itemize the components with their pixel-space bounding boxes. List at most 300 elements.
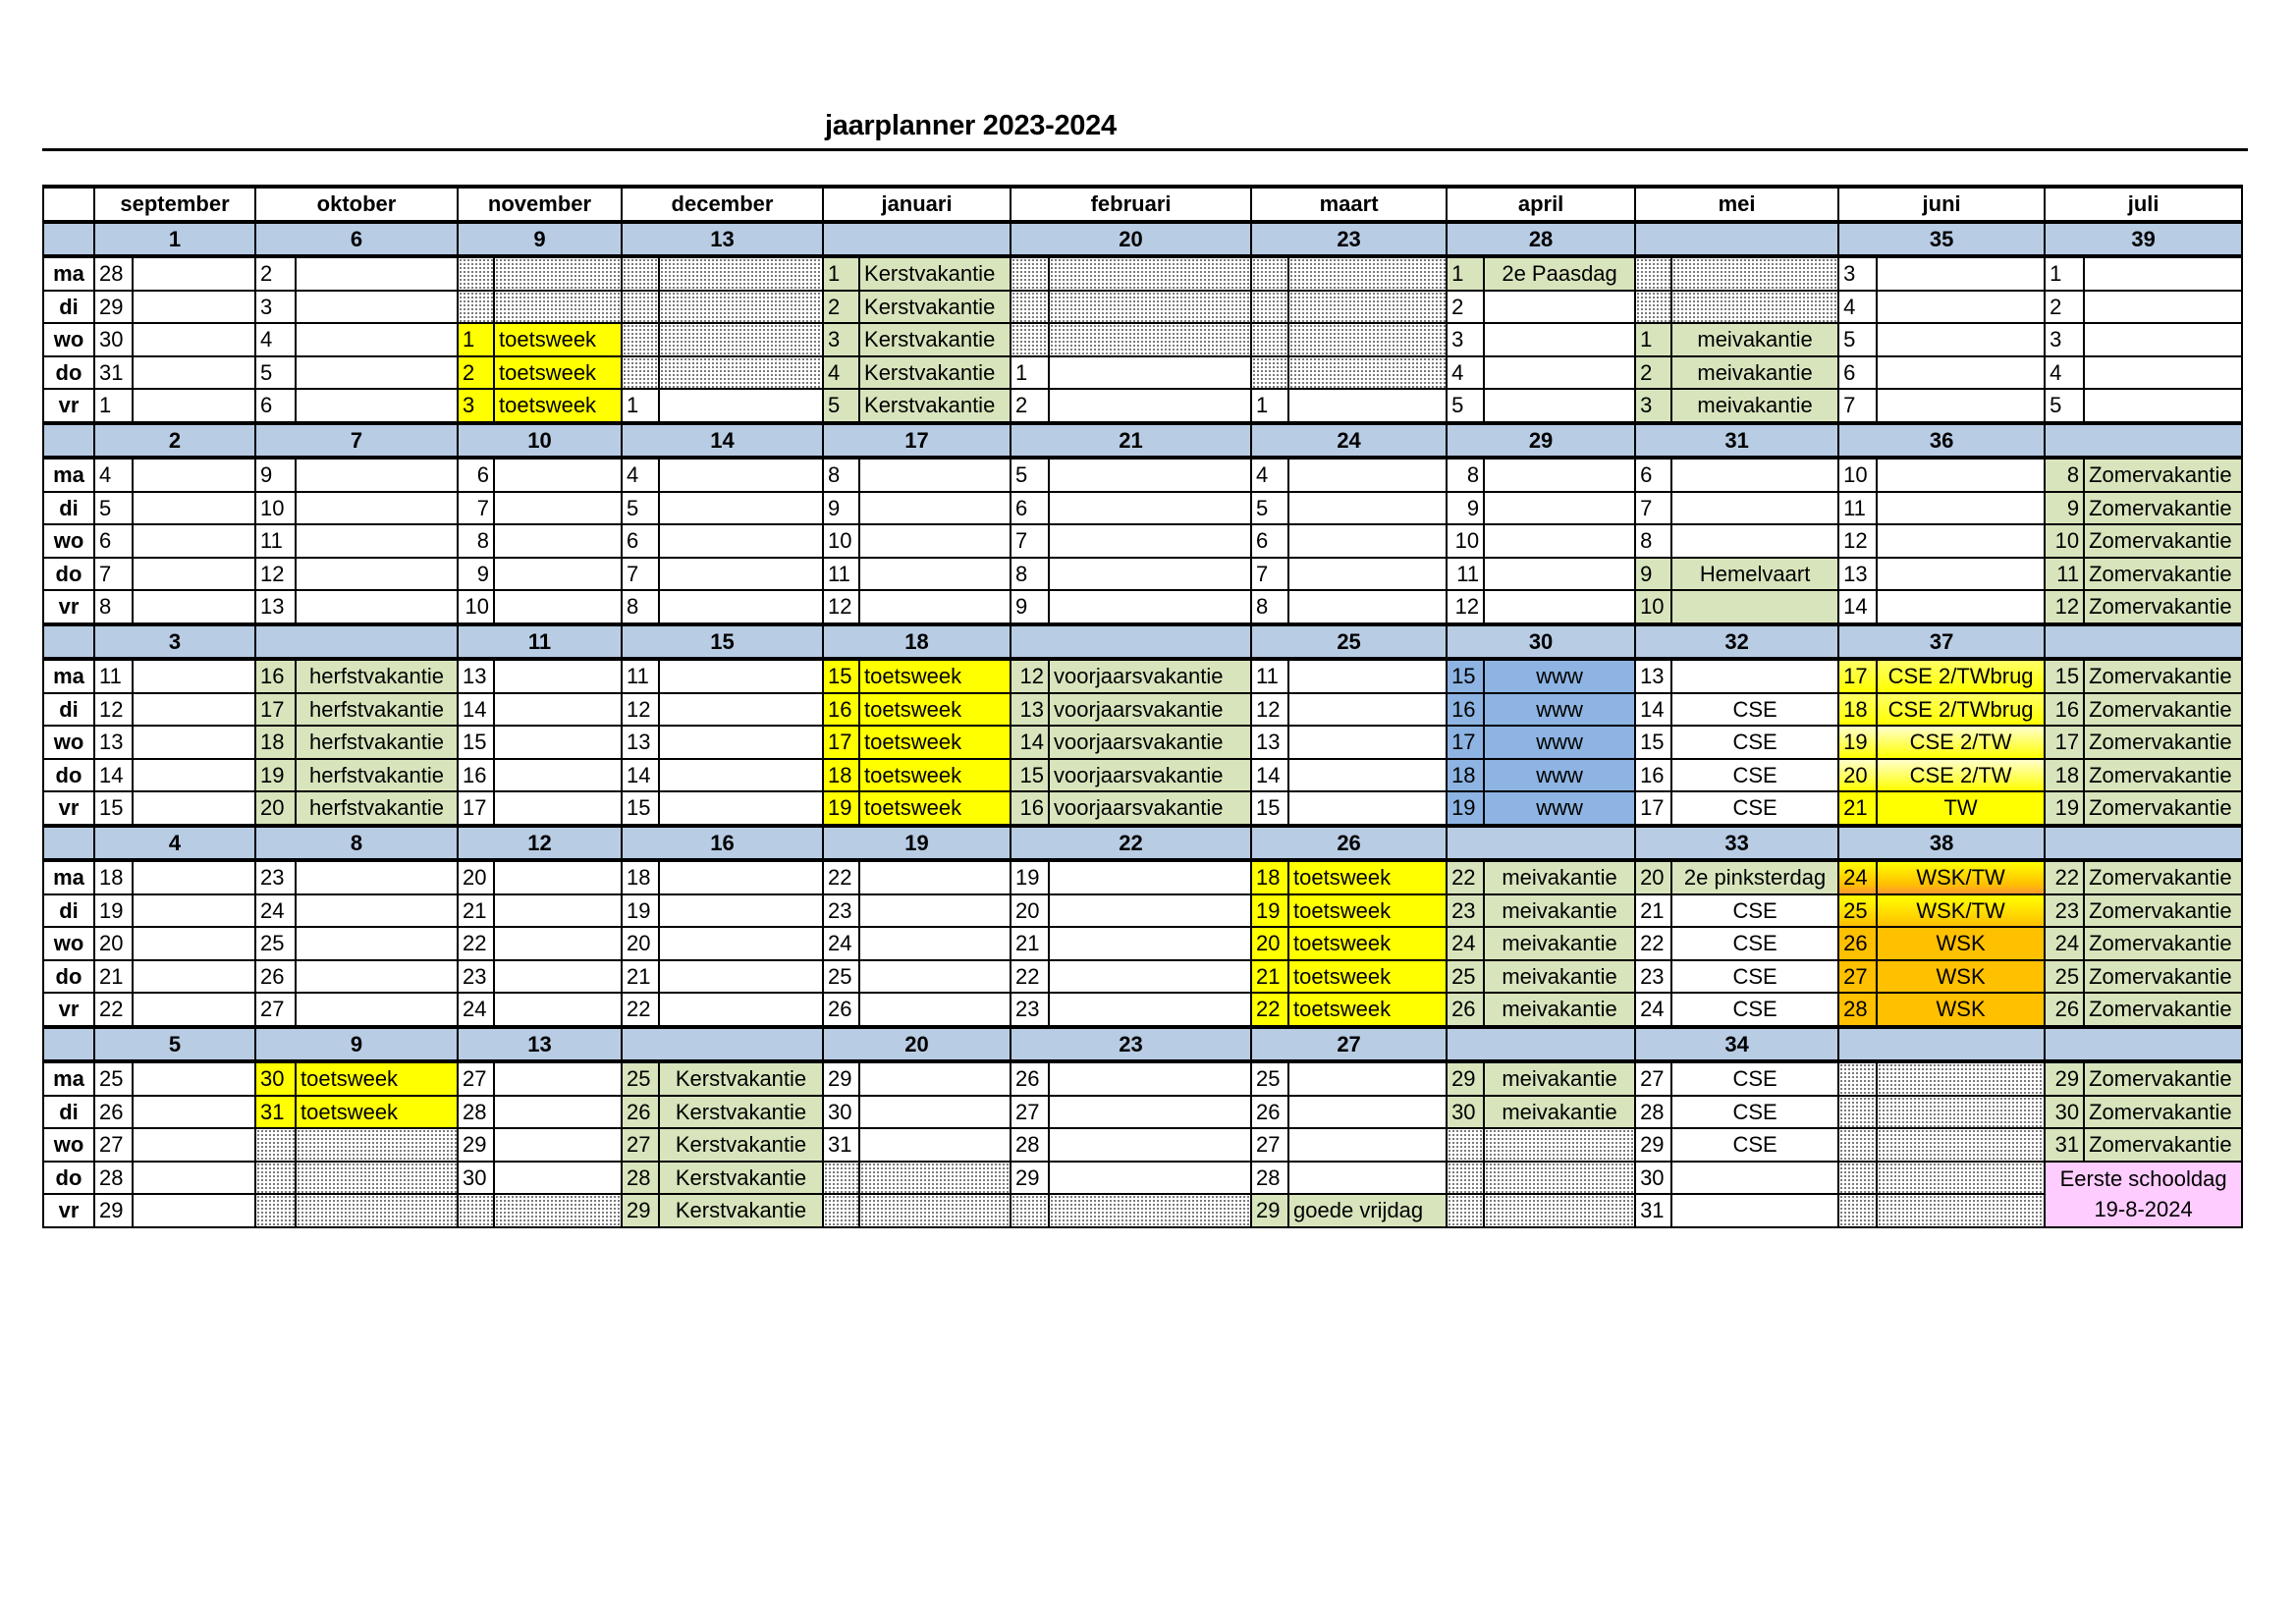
date-number: 5 bbox=[1838, 323, 1877, 356]
empty-note-cell bbox=[1877, 558, 2045, 591]
date-number: 15 bbox=[2045, 659, 2084, 693]
date-number: 6 bbox=[458, 458, 494, 492]
date-number: 22 bbox=[1447, 860, 1484, 894]
day-name-vr: vr bbox=[43, 791, 94, 826]
date-number: 12 bbox=[823, 590, 859, 624]
date-number: 27 bbox=[255, 993, 296, 1027]
non-date-cell bbox=[494, 291, 622, 324]
date-number: 9 bbox=[1447, 492, 1484, 525]
date-number bbox=[1251, 291, 1288, 324]
empty-note-cell bbox=[494, 1061, 622, 1096]
date-number bbox=[1838, 1096, 1877, 1129]
date-number: 24 bbox=[1635, 993, 1671, 1027]
week-number bbox=[1635, 222, 1838, 257]
date-number: 25 bbox=[1838, 894, 1877, 928]
day-row bbox=[43, 458, 2242, 492]
empty-note-cell bbox=[133, 492, 255, 525]
empty-note-cell bbox=[1288, 590, 1447, 624]
date-number: 4 bbox=[1838, 291, 1877, 324]
date-number bbox=[1635, 256, 1671, 291]
date-number: 1 bbox=[458, 323, 494, 356]
event-label: WSK bbox=[1877, 927, 2045, 960]
empty-note-cell bbox=[659, 927, 823, 960]
title-divider bbox=[42, 148, 2248, 151]
date-number bbox=[458, 291, 494, 324]
month-header-februari: februari bbox=[1011, 187, 1251, 222]
event-label: TW bbox=[1877, 791, 2045, 826]
week-number-row bbox=[43, 222, 2242, 257]
date-number: 10 bbox=[255, 492, 296, 525]
date-number: 9 bbox=[1011, 590, 1049, 624]
empty-note-cell bbox=[1049, 590, 1251, 624]
event-label: Kerstvakantie bbox=[859, 323, 1011, 356]
empty-note-cell bbox=[659, 389, 823, 423]
date-number bbox=[1011, 323, 1049, 356]
non-date-cell bbox=[1288, 291, 1447, 324]
week-number: 6 bbox=[255, 222, 458, 257]
non-date-cell bbox=[659, 291, 823, 324]
date-number: 15 bbox=[1447, 659, 1484, 693]
date-number: 27 bbox=[458, 1061, 494, 1096]
week-number: 23 bbox=[1011, 1027, 1251, 1062]
date-number: 20 bbox=[94, 927, 133, 960]
empty-note-cell bbox=[133, 993, 255, 1027]
date-number: 18 bbox=[823, 759, 859, 792]
day-row bbox=[43, 1128, 2242, 1162]
event-label: CSE 2/TW bbox=[1877, 726, 2045, 759]
page-title: jaarplanner 2023-2024 bbox=[825, 110, 1117, 141]
date-number: 14 bbox=[622, 759, 659, 792]
date-number: 5 bbox=[1011, 458, 1049, 492]
event-label: CSE bbox=[1671, 960, 1838, 994]
date-number: 27 bbox=[1838, 960, 1877, 994]
event-label: meivakantie bbox=[1671, 356, 1838, 390]
date-number: 19 bbox=[2045, 791, 2084, 826]
empty-note-cell bbox=[133, 894, 255, 928]
event-label: CSE bbox=[1671, 693, 1838, 727]
date-number: 19 bbox=[622, 894, 659, 928]
event-label: 2e pinksterdag bbox=[1671, 860, 1838, 894]
empty-note-cell bbox=[1671, 659, 1838, 693]
event-label: meivakantie bbox=[1484, 860, 1635, 894]
empty-note-cell bbox=[859, 860, 1011, 894]
date-number: 13 bbox=[1635, 659, 1671, 693]
day-row bbox=[43, 726, 2242, 759]
event-label: Kerstvakantie bbox=[659, 1061, 823, 1096]
non-date-cell bbox=[1877, 1128, 2045, 1162]
non-date-cell bbox=[1484, 1194, 1635, 1227]
empty-note-cell bbox=[1484, 492, 1635, 525]
event-label: toetsweek bbox=[859, 659, 1011, 693]
date-number: 5 bbox=[94, 492, 133, 525]
month-header-september: september bbox=[94, 187, 255, 222]
date-number: 7 bbox=[1011, 524, 1049, 558]
date-number: 23 bbox=[1011, 993, 1049, 1027]
date-number: 3 bbox=[458, 389, 494, 423]
empty-note-cell bbox=[1049, 1128, 1251, 1162]
date-number: 8 bbox=[1011, 558, 1049, 591]
date-number: 21 bbox=[94, 960, 133, 994]
date-number: 20 bbox=[1635, 860, 1671, 894]
date-number: 8 bbox=[622, 590, 659, 624]
date-number: 14 bbox=[94, 759, 133, 792]
event-label: Zomervakantie bbox=[2084, 590, 2242, 624]
non-date-cell bbox=[1288, 256, 1447, 291]
empty-note-cell bbox=[2084, 389, 2242, 423]
date-number: 6 bbox=[622, 524, 659, 558]
date-number: 20 bbox=[458, 860, 494, 894]
empty-note-cell bbox=[1484, 524, 1635, 558]
date-number: 16 bbox=[823, 693, 859, 727]
date-number: 3 bbox=[255, 291, 296, 324]
non-date-cell bbox=[859, 1162, 1011, 1195]
date-number: 15 bbox=[1251, 791, 1288, 826]
week-number: 19 bbox=[823, 826, 1011, 861]
day-row bbox=[43, 524, 2242, 558]
event-label: herfstvakantie bbox=[296, 693, 458, 727]
empty-note-cell bbox=[1877, 323, 2045, 356]
empty-note-cell bbox=[494, 894, 622, 928]
date-number bbox=[1838, 1194, 1877, 1227]
event-label: meivakantie bbox=[1484, 960, 1635, 994]
date-number: 3 bbox=[1447, 323, 1484, 356]
date-number: 26 bbox=[1251, 1096, 1288, 1129]
empty-note-cell bbox=[859, 590, 1011, 624]
week-number: 8 bbox=[255, 826, 458, 861]
empty-note-cell bbox=[296, 590, 458, 624]
empty-note-cell bbox=[133, 860, 255, 894]
date-number: 26 bbox=[1838, 927, 1877, 960]
event-label: meivakantie bbox=[1671, 389, 1838, 423]
week-number: 21 bbox=[1011, 423, 1251, 459]
non-date-cell bbox=[1049, 256, 1251, 291]
date-number: 8 bbox=[94, 590, 133, 624]
date-number: 31 bbox=[255, 1096, 296, 1129]
event-label: meivakantie bbox=[1484, 1061, 1635, 1096]
empty-note-cell bbox=[494, 759, 622, 792]
date-number: 28 bbox=[1011, 1128, 1049, 1162]
empty-note-cell bbox=[494, 492, 622, 525]
day-row bbox=[43, 1061, 2242, 1096]
week-number: 25 bbox=[1251, 624, 1447, 660]
empty-note-cell bbox=[1288, 458, 1447, 492]
date-number: 14 bbox=[1838, 590, 1877, 624]
non-date-cell bbox=[1049, 291, 1251, 324]
event-label: toetsweek bbox=[859, 791, 1011, 826]
month-header-januari: januari bbox=[823, 187, 1011, 222]
date-number: 2 bbox=[2045, 291, 2084, 324]
event-label: voorjaarsvakantie bbox=[1049, 693, 1251, 727]
date-number: 5 bbox=[1251, 492, 1288, 525]
empty-note-cell bbox=[494, 693, 622, 727]
date-number: 5 bbox=[2045, 389, 2084, 423]
empty-note-cell bbox=[859, 558, 1011, 591]
date-number: 27 bbox=[94, 1128, 133, 1162]
empty-note-cell bbox=[1877, 590, 2045, 624]
event-label: CSE bbox=[1671, 791, 1838, 826]
empty-note-cell bbox=[659, 492, 823, 525]
date-number: 10 bbox=[1447, 524, 1484, 558]
empty-note-cell bbox=[659, 791, 823, 826]
event-label: www bbox=[1484, 659, 1635, 693]
empty-note-cell bbox=[296, 993, 458, 1027]
non-date-cell bbox=[1671, 291, 1838, 324]
day-row bbox=[43, 1162, 2242, 1195]
event-label: CSE bbox=[1671, 1061, 1838, 1096]
date-number: 8 bbox=[458, 524, 494, 558]
empty-note-cell bbox=[1288, 791, 1447, 826]
event-label: herfstvakantie bbox=[296, 659, 458, 693]
date-number bbox=[1447, 1194, 1484, 1227]
empty-note-cell bbox=[1288, 1162, 1447, 1195]
day-name-di: di bbox=[43, 1096, 94, 1129]
empty-note-cell bbox=[2084, 291, 2242, 324]
date-number: 28 bbox=[94, 256, 133, 291]
empty-note-cell bbox=[296, 927, 458, 960]
non-date-cell bbox=[296, 1194, 458, 1227]
empty-note-cell bbox=[1484, 558, 1635, 591]
empty-note-cell bbox=[494, 960, 622, 994]
date-number: 1 bbox=[1011, 356, 1049, 390]
week-row-corner bbox=[43, 826, 94, 861]
day-name-ma: ma bbox=[43, 659, 94, 693]
empty-note-cell bbox=[133, 759, 255, 792]
date-number: 25 bbox=[622, 1061, 659, 1096]
empty-note-cell bbox=[1049, 927, 1251, 960]
event-label: Zomervakantie bbox=[2084, 1128, 2242, 1162]
date-number bbox=[255, 1194, 296, 1227]
empty-note-cell bbox=[296, 291, 458, 324]
date-number: 1 bbox=[1251, 389, 1288, 423]
empty-note-cell bbox=[133, 1194, 255, 1227]
week-number: 22 bbox=[1011, 826, 1251, 861]
date-number: 20 bbox=[1838, 759, 1877, 792]
date-number: 31 bbox=[2045, 1128, 2084, 1162]
day-name-ma: ma bbox=[43, 256, 94, 291]
week-number bbox=[622, 1027, 823, 1062]
empty-note-cell bbox=[859, 1061, 1011, 1096]
date-number: 11 bbox=[2045, 558, 2084, 591]
event-label: Kerstvakantie bbox=[859, 291, 1011, 324]
date-number bbox=[622, 291, 659, 324]
date-number: 10 bbox=[1838, 458, 1877, 492]
event-label: voorjaarsvakantie bbox=[1049, 726, 1251, 759]
year-planner-table bbox=[42, 185, 2243, 1228]
date-number: 20 bbox=[1251, 927, 1288, 960]
date-number: 4 bbox=[2045, 356, 2084, 390]
date-number: 5 bbox=[622, 492, 659, 525]
empty-note-cell bbox=[133, 291, 255, 324]
empty-note-cell bbox=[494, 993, 622, 1027]
event-label: 2e Paasdag bbox=[1484, 256, 1635, 291]
date-number: 12 bbox=[255, 558, 296, 591]
date-number: 18 bbox=[1838, 693, 1877, 727]
empty-note-cell bbox=[494, 791, 622, 826]
date-number: 29 bbox=[1447, 1061, 1484, 1096]
date-number bbox=[622, 356, 659, 390]
date-number: 3 bbox=[823, 323, 859, 356]
empty-note-cell bbox=[659, 693, 823, 727]
week-number: 35 bbox=[1838, 222, 2045, 257]
month-header-december: december bbox=[622, 187, 823, 222]
date-number: 2 bbox=[823, 291, 859, 324]
week-number: 18 bbox=[823, 624, 1011, 660]
day-row bbox=[43, 927, 2242, 960]
date-number: 6 bbox=[1011, 492, 1049, 525]
event-label: WSK/TW bbox=[1877, 860, 2045, 894]
date-number: 21 bbox=[458, 894, 494, 928]
empty-note-cell bbox=[659, 759, 823, 792]
week-number: 33 bbox=[1635, 826, 1838, 861]
non-date-cell bbox=[296, 1162, 458, 1195]
event-label: www bbox=[1484, 726, 1635, 759]
week-number bbox=[1447, 826, 1635, 861]
date-number: 26 bbox=[823, 993, 859, 1027]
day-row bbox=[43, 960, 2242, 994]
date-number: 19 bbox=[1838, 726, 1877, 759]
event-label: voorjaarsvakantie bbox=[1049, 791, 1251, 826]
date-number: 28 bbox=[1635, 1096, 1671, 1129]
empty-note-cell bbox=[2084, 356, 2242, 390]
date-number: 14 bbox=[1635, 693, 1671, 727]
event-label: Kerstvakantie bbox=[659, 1096, 823, 1129]
month-header-juli: juli bbox=[2045, 187, 2242, 222]
date-number: 16 bbox=[458, 759, 494, 792]
day-name-ma: ma bbox=[43, 458, 94, 492]
non-date-cell bbox=[1484, 1128, 1635, 1162]
date-number: 14 bbox=[1251, 759, 1288, 792]
empty-note-cell bbox=[133, 524, 255, 558]
date-number: 21 bbox=[1011, 927, 1049, 960]
month-header-row bbox=[43, 187, 2242, 222]
event-label: Zomervakantie bbox=[2084, 726, 2242, 759]
date-number: 11 bbox=[1251, 659, 1288, 693]
day-name-wo: wo bbox=[43, 524, 94, 558]
date-number: 4 bbox=[94, 458, 133, 492]
date-number: 24 bbox=[1838, 860, 1877, 894]
event-label: CSE bbox=[1671, 927, 1838, 960]
date-number: 12 bbox=[1011, 659, 1049, 693]
event-label: toetsweek bbox=[859, 726, 1011, 759]
date-number bbox=[458, 1194, 494, 1227]
date-number bbox=[622, 323, 659, 356]
date-number: 31 bbox=[823, 1128, 859, 1162]
date-number: 18 bbox=[94, 860, 133, 894]
event-label: goede vrijdag bbox=[1288, 1194, 1447, 1227]
event-label: toetsweek bbox=[859, 693, 1011, 727]
date-number: 15 bbox=[458, 726, 494, 759]
event-label: Kerstvakantie bbox=[859, 256, 1011, 291]
non-date-cell bbox=[1288, 356, 1447, 390]
date-number: 17 bbox=[458, 791, 494, 826]
date-number: 4 bbox=[1251, 458, 1288, 492]
week-number: 1 bbox=[94, 222, 255, 257]
non-date-cell bbox=[1288, 323, 1447, 356]
empty-note-cell bbox=[1288, 759, 1447, 792]
empty-note-cell bbox=[859, 524, 1011, 558]
month-header-maart: maart bbox=[1251, 187, 1447, 222]
event-label: meivakantie bbox=[1484, 1096, 1635, 1129]
date-number: 13 bbox=[1838, 558, 1877, 591]
date-number bbox=[1251, 323, 1288, 356]
date-number: 30 bbox=[255, 1061, 296, 1096]
week-number: 28 bbox=[1447, 222, 1635, 257]
date-number: 26 bbox=[622, 1096, 659, 1129]
date-number: 2 bbox=[458, 356, 494, 390]
week-number bbox=[1838, 1027, 2045, 1062]
day-name-ma: ma bbox=[43, 860, 94, 894]
date-number bbox=[1447, 1128, 1484, 1162]
date-number: 17 bbox=[1838, 659, 1877, 693]
empty-note-cell bbox=[494, 590, 622, 624]
empty-note-cell bbox=[296, 524, 458, 558]
date-number: 29 bbox=[1011, 1162, 1049, 1195]
date-number: 19 bbox=[1447, 791, 1484, 826]
date-number bbox=[1011, 1194, 1049, 1227]
event-label: CSE bbox=[1671, 726, 1838, 759]
date-number: 3 bbox=[1635, 389, 1671, 423]
date-number: 7 bbox=[1251, 558, 1288, 591]
date-number: 1 bbox=[2045, 256, 2084, 291]
date-number: 5 bbox=[823, 389, 859, 423]
day-name-wo: wo bbox=[43, 1128, 94, 1162]
date-number: 11 bbox=[1447, 558, 1484, 591]
empty-note-cell bbox=[1484, 458, 1635, 492]
week-number-row bbox=[43, 624, 2242, 660]
date-number: 1 bbox=[622, 389, 659, 423]
event-label: Zomervakantie bbox=[2084, 759, 2242, 792]
date-number: 2 bbox=[1447, 291, 1484, 324]
date-number: 27 bbox=[622, 1128, 659, 1162]
week-number: 4 bbox=[94, 826, 255, 861]
date-number: 26 bbox=[1447, 993, 1484, 1027]
date-number: 7 bbox=[622, 558, 659, 591]
empty-note-cell bbox=[659, 558, 823, 591]
empty-note-cell bbox=[296, 458, 458, 492]
empty-note-cell bbox=[133, 256, 255, 291]
date-number: 11 bbox=[823, 558, 859, 591]
date-number: 17 bbox=[255, 693, 296, 727]
week-number: 39 bbox=[2045, 222, 2242, 257]
empty-note-cell bbox=[1049, 492, 1251, 525]
empty-note-cell bbox=[1288, 693, 1447, 727]
week-row-corner bbox=[43, 423, 94, 459]
event-label: Kerstvakantie bbox=[859, 356, 1011, 390]
day-row bbox=[43, 291, 2242, 324]
empty-note-cell bbox=[859, 960, 1011, 994]
empty-note-cell bbox=[1877, 492, 2045, 525]
date-number: 16 bbox=[255, 659, 296, 693]
empty-note-cell bbox=[1288, 1061, 1447, 1096]
day-row bbox=[43, 791, 2242, 826]
date-number: 10 bbox=[2045, 524, 2084, 558]
date-number: 9 bbox=[823, 492, 859, 525]
date-number: 4 bbox=[1447, 356, 1484, 390]
empty-note-cell bbox=[296, 492, 458, 525]
week-number: 20 bbox=[823, 1027, 1011, 1062]
week-number: 7 bbox=[255, 423, 458, 459]
week-number: 2 bbox=[94, 423, 255, 459]
day-row bbox=[43, 558, 2242, 591]
empty-note-cell bbox=[133, 1061, 255, 1096]
date-number: 17 bbox=[1447, 726, 1484, 759]
date-number: 20 bbox=[1011, 894, 1049, 928]
date-number: 6 bbox=[1635, 458, 1671, 492]
non-date-cell bbox=[494, 256, 622, 291]
week-number: 3 bbox=[94, 624, 255, 660]
date-number: 6 bbox=[1838, 356, 1877, 390]
empty-note-cell bbox=[1288, 726, 1447, 759]
